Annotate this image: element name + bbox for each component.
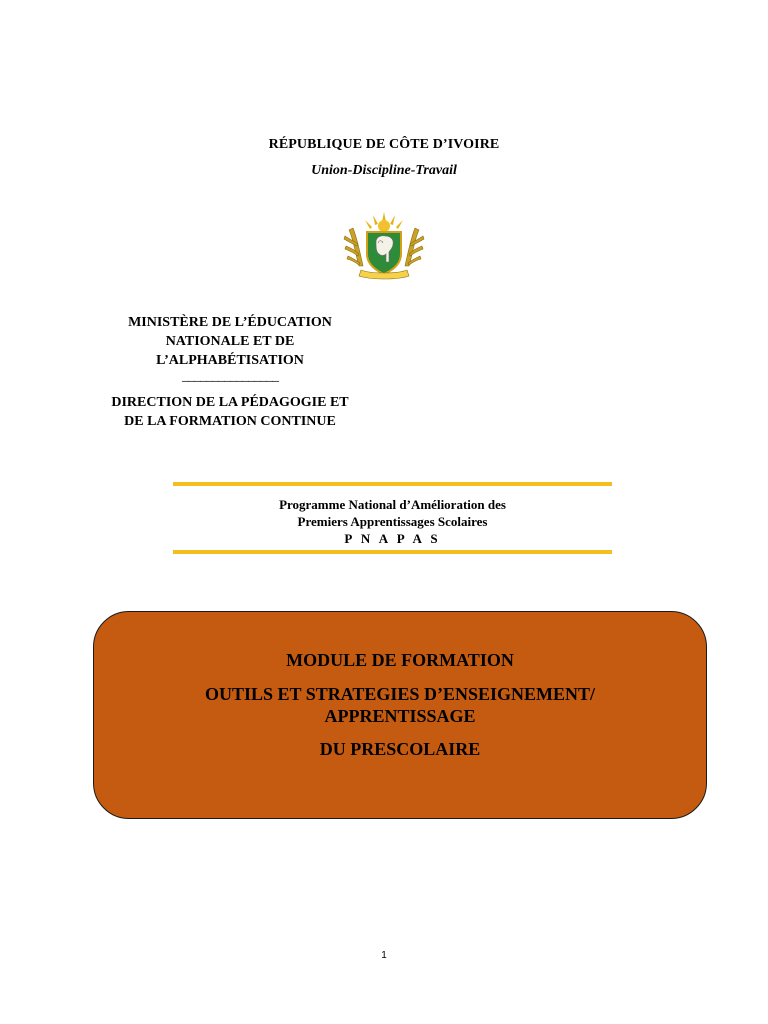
ministry-line: NATIONALE ET DE (165, 334, 295, 349)
country-title: RÉPUBLIQUE DE CÔTE D’IVOIRE (268, 137, 500, 152)
page-number: 1 (381, 950, 387, 961)
coat-of-arms-icon (343, 212, 425, 280)
module-title-line: MODULE DE FORMATION (286, 650, 514, 670)
ministry-line: L’ALPHABÉTISATION (156, 353, 304, 368)
module-title (94, 649, 706, 760)
ministry-name (95, 313, 365, 370)
direction-line: DE LA FORMATION CONTINUE (124, 414, 336, 429)
national-motto: Union-Discipline-Travail (311, 163, 457, 178)
module-title-line: OUTILS ET STRATEGIES D’ENSEIGNEMENT/ (205, 684, 595, 704)
programme-block (173, 496, 612, 547)
module-title-box (93, 611, 707, 819)
direction-name (95, 393, 365, 431)
ministry-separator: ________________ (182, 369, 278, 384)
programme-line: Programme National d’Amélioration des (279, 497, 506, 512)
programme-top-rule (173, 482, 612, 486)
programme-bottom-rule (173, 550, 612, 554)
module-title-line: DU PRESCOLAIRE (319, 739, 481, 759)
direction-line: DIRECTION DE LA PÉDAGOGIE ET (111, 395, 349, 410)
module-title-line: APPRENTISSAGE (324, 706, 476, 726)
programme-acronym: P N A P A S (344, 531, 441, 546)
programme-line: Premiers Apprentissages Scolaires (297, 514, 488, 529)
ministry-line: MINISTÈRE DE L’ÉDUCATION (128, 315, 332, 330)
